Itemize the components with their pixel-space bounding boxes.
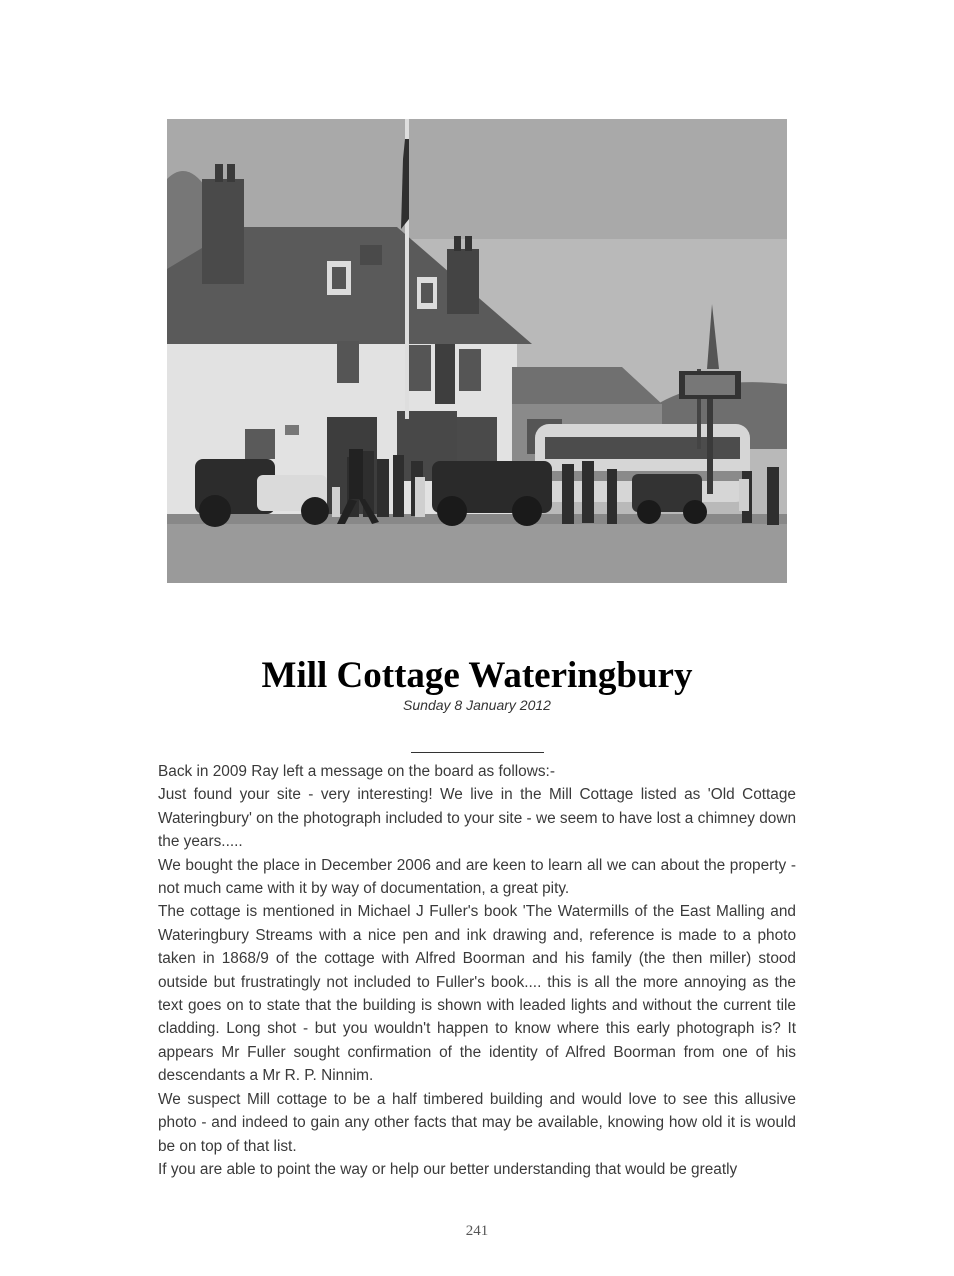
inn-photograph [167,119,787,583]
article-paragraph: Just found your site - very interesting! We live in the Mill Cottage listed as 'Old Cottage Wateringbury' on the photograph included to your site - we seem to have lost a chimney down the years..... [158,786,797,851]
article-paragraph: We bought the place in December 2006 and are keen to learn all we can about the property - not much came with it by way of documentation, a great pity. [158,856,796,898]
article-title: Mill Cottage Wateringbury [261,655,693,696]
article-paragraph: Back in 2009 Ray left a message on the board as follows:- [158,763,555,780]
article-date: Sunday 8 January 2012 [403,697,551,713]
article-paragraph: If you are able to point the way or help our better understanding that would be greatly [158,1160,738,1178]
article-paragraph: We suspect Mill cottage to be a half timbered building and would love to see this allusive photo - and indeed to gain any other facts that may be available, knowing how old it is would be on top of that list. [158,1090,796,1155]
title-divider [411,752,544,753]
page-number: 241 [465,1223,489,1239]
article-paragraph: The cottage is mentioned in Michael J Fuller's book 'The Watermills of the East Malling and Wateringbury Streams with a nice pen and ink drawing and, reference is made to a photo taken in 1868/9 of the cottage with Alfred Boorman and his family (the then miller) stood outside but frustratingly not included to Fuller's book.... this is all the more annoying as the text goes on to state that the building is shown with leaded lights and without the current tile cladding. Long shot - but you wouldn't happen to know where this early photograph is? It appears Mr Fuller sought confirmation of the identity of Alfred Boorman from one of his descendants a Mr R. P. Ninnim. [158,903,796,1085]
article-body [158,760,796,1181]
